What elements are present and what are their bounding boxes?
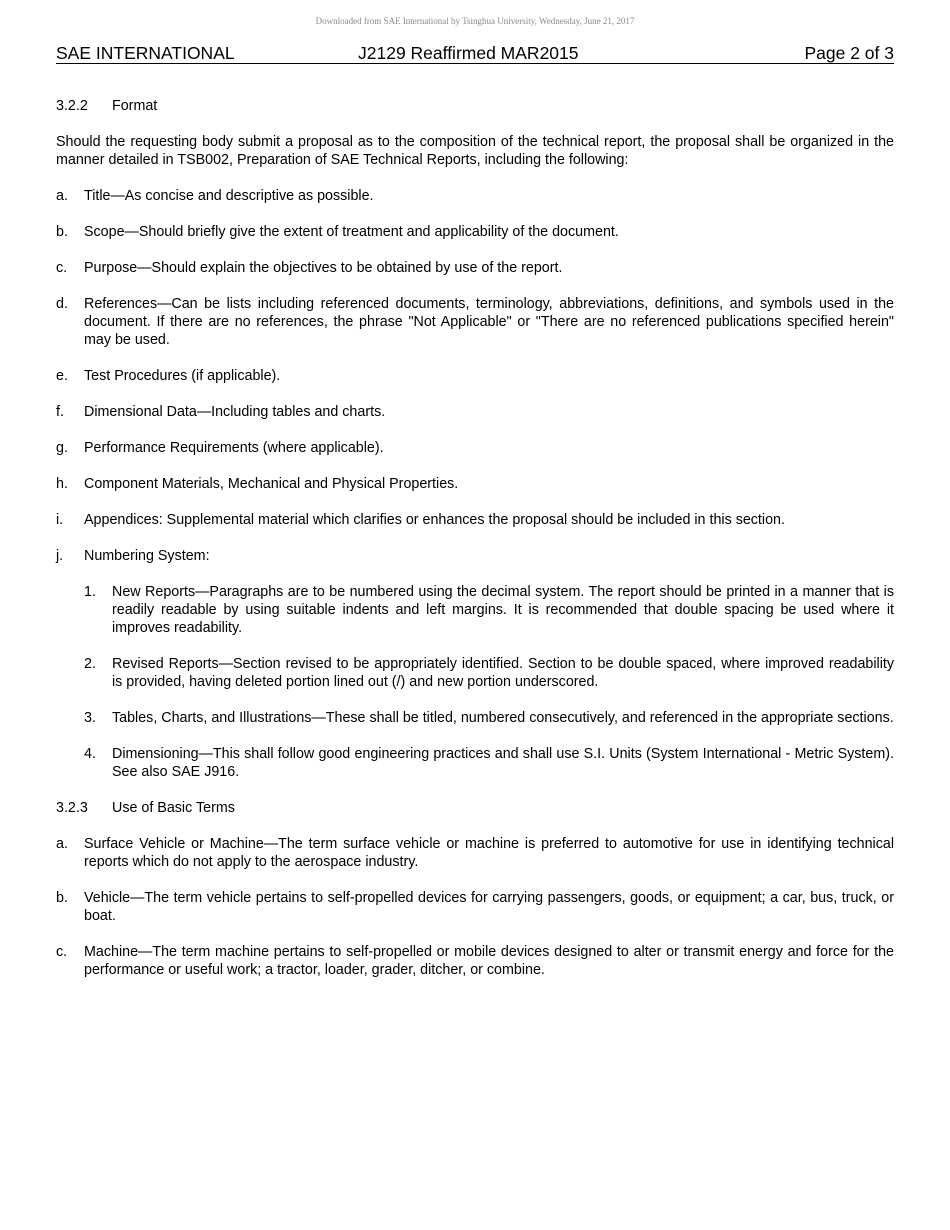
list-item — [56, 835, 894, 871]
list-item — [56, 943, 894, 979]
list-text: Surface Vehicle or Machine—The term surface vehicle or machine is preferred to automotive for use in identifying technical reports which do not apply to the aerospace industry. — [84, 836, 894, 870]
numbered-subitem — [56, 745, 894, 781]
list-text: Machine—The term machine pertains to self-propelled or mobile devices designed to alter or transmit energy and force for the performance or useful work; a tractor, loader, grader, ditcher, or combine. — [84, 944, 894, 978]
list-marker: d. — [56, 296, 68, 312]
list-item — [56, 547, 894, 565]
list-item — [56, 439, 894, 457]
page-header — [56, 43, 894, 64]
list-marker: f. — [56, 404, 64, 420]
list-marker: c. — [56, 260, 68, 276]
list-marker: g. — [56, 440, 68, 456]
subitem-text: New Reports—Paragraphs are to be numbered using the decimal system. The report should be printed in a manner that is readily readable by using suitable indents and left margins. It is recommended that double spacing be used where it improves readability. — [112, 584, 894, 636]
subitem-marker: 3. — [84, 710, 96, 726]
subitem-marker: 2. — [84, 656, 96, 672]
list-item — [56, 367, 894, 385]
section-heading-3-2-3 — [56, 799, 894, 817]
list-text: Vehicle—The term vehicle pertains to self-propelled devices for carrying passengers, goods, or equipment; a car, bus, truck, or boat. — [84, 890, 894, 924]
list-item — [56, 223, 894, 241]
list-marker: a. — [56, 188, 68, 204]
list-item — [56, 475, 894, 493]
section-number: 3.2.2 — [56, 98, 88, 114]
document-body — [56, 97, 894, 997]
section-title: Format — [112, 98, 158, 114]
list-text: Numbering System: — [84, 548, 210, 564]
list-text: Component Materials, Mechanical and Physical Properties. — [84, 476, 459, 492]
list-item — [56, 511, 894, 529]
list-marker: i. — [56, 512, 64, 528]
subitem-text: Revised Reports—Section revised to be appropriately identified. Section to be double spaced, where improved readability is provided, having deleted portion lined out (/) and new portion underscored. — [112, 656, 894, 690]
section-heading-3-2-2 — [56, 97, 894, 115]
header-page-number: Page 2 of 3 — [804, 43, 894, 63]
list-item — [56, 403, 894, 421]
download-watermark: Downloaded from SAE International by Tsinghua University, Wednesday, June 21, 2017 — [315, 16, 635, 26]
list-text: Title—As concise and descriptive as possible. — [84, 188, 374, 204]
list-marker: b. — [56, 890, 68, 906]
list-text: Dimensional Data—Including tables and charts. — [84, 404, 386, 420]
list-text: Scope—Should briefly give the extent of treatment and applicability of the document. — [84, 224, 619, 240]
list-item — [56, 889, 894, 925]
subitem-text: Dimensioning—This shall follow good engineering practices and shall use S.I. Units (System International - Metric System). See also SAE J916. — [112, 746, 894, 780]
list-item — [56, 187, 894, 205]
list-marker: b. — [56, 224, 68, 240]
list-text: Appendices: Supplemental material which clarifies or enhances the proposal should be included in this section. — [84, 512, 785, 528]
numbered-subitem — [56, 709, 894, 727]
list-text: References—Can be lists including referenced documents, terminology, abbreviations, definitions, and symbols used in the document. If there are no references, the phrase "Not Applicable" or "There are no referenced publications specified herein" may be used. — [84, 296, 894, 348]
section-number: 3.2.3 — [56, 800, 88, 816]
list-marker: c. — [56, 944, 68, 960]
subitem-text: Tables, Charts, and Illustrations—These shall be titled, numbered consecutively, and referenced in the appropriate sections. — [112, 710, 894, 726]
list-marker: a. — [56, 836, 68, 852]
numbered-subitem — [56, 583, 894, 637]
header-doc-id: J2129 Reaffirmed MAR2015 — [358, 43, 579, 63]
list-text: Purpose—Should explain the objectives to be obtained by use of the report. — [84, 260, 563, 276]
list-item — [56, 295, 894, 349]
list-text: Performance Requirements (where applicable). — [84, 440, 384, 456]
list-item — [56, 259, 894, 277]
list-marker: h. — [56, 476, 68, 492]
section-intro: Should the requesting body submit a proposal as to the composition of the technical report, the proposal shall be organized in the manner detailed in TSB002, Preparation of SAE Technical Reports, including the following: — [56, 134, 894, 168]
section-title: Use of Basic Terms — [112, 800, 235, 816]
list-text: Test Procedures (if applicable). — [84, 368, 281, 384]
subitem-marker: 1. — [84, 584, 96, 600]
subitem-marker: 4. — [84, 746, 96, 762]
list-marker: e. — [56, 368, 68, 384]
numbered-subitem — [56, 655, 894, 691]
header-org: SAE INTERNATIONAL — [56, 43, 235, 63]
list-marker: j. — [56, 548, 64, 564]
